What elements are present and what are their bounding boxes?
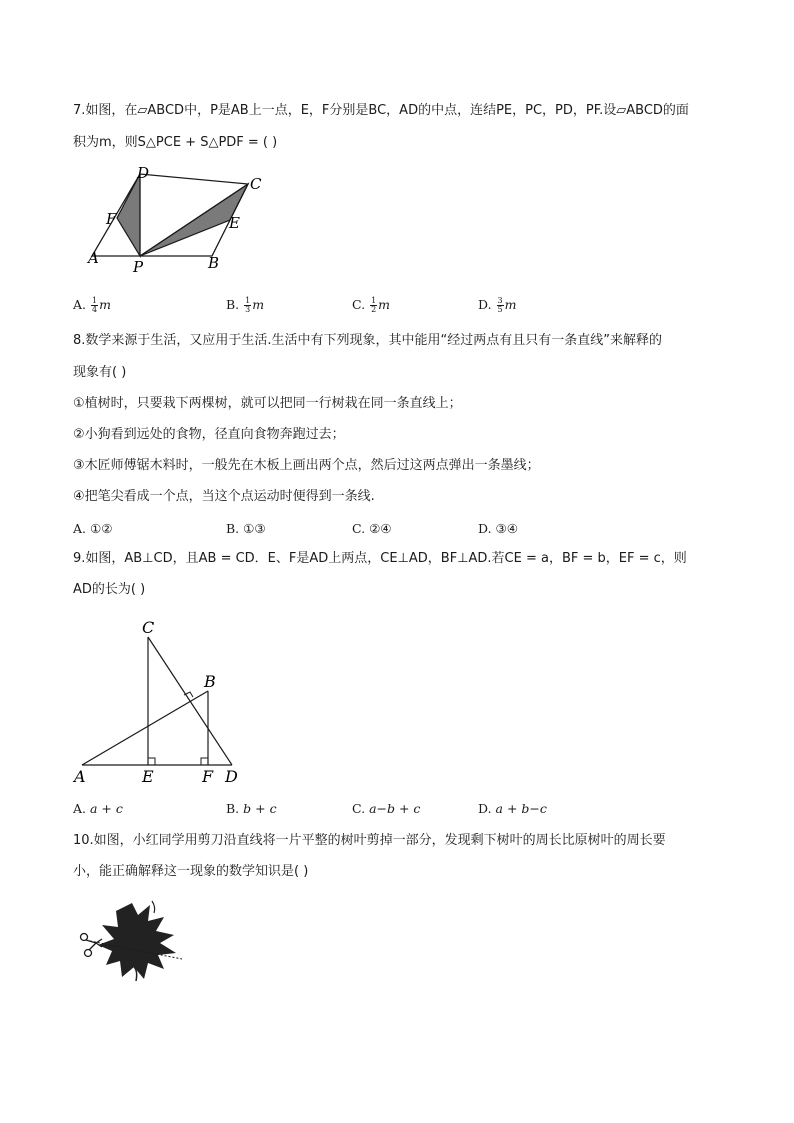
q8-option-c[interactable]: C. ②④ — [352, 521, 392, 536]
q9-stem-line1: 9.如图，AB⊥CD，且AB = CD．E、F是AD上两点，CE⊥AD，BF⊥AD.若CE = a，BF = b，EF = c，则 — [73, 551, 687, 566]
label-b: B — [208, 254, 220, 272]
q7-parallelogram-figure — [82, 160, 272, 280]
q9-option-d[interactable]: D. a + b−c — [478, 801, 547, 816]
q9-stem-line2: AD的长为( ) — [73, 582, 146, 597]
label-p: P — [133, 258, 144, 276]
label-c: C — [250, 175, 262, 193]
q8-stem-line2: 现象有( ) — [73, 365, 127, 380]
label-d: D — [225, 767, 238, 786]
label-f: F — [202, 767, 214, 786]
q7-option-b[interactable]: B. $\frac{1}{3}$ m — [226, 296, 265, 314]
label-e: E — [142, 767, 154, 786]
label-c: C — [142, 618, 155, 637]
label-a: A — [74, 767, 86, 786]
q9-triangle-figure — [70, 615, 260, 790]
q7-option-c[interactable]: C. $\frac{1}{2}$ m — [352, 296, 391, 314]
label-a: A — [88, 249, 99, 267]
q7-stem-line2: 积为m，则S△PCE + S△PDF = ( ) — [73, 135, 278, 150]
triangle-pdf — [117, 174, 140, 256]
label-d: D — [137, 164, 150, 182]
q9-option-c[interactable]: C. a−b + c — [352, 801, 421, 816]
q10-stem-line2: 小，能正确解释这一现象的数学知识是( ) — [73, 864, 309, 879]
leaf-icon — [98, 901, 176, 981]
q8-option-b[interactable]: B. ①③ — [226, 521, 266, 536]
q8-item-4: ④把笔尖看成一个点，当这个点运动时便得到一条线. — [73, 489, 375, 504]
scissors-icon — [81, 934, 103, 957]
q7-option-d[interactable]: D. $\frac{3}{5}$ m — [478, 296, 517, 314]
label-f: F — [106, 210, 117, 228]
q7-stem-line1: 7.如图，在▱ABCD中，P是AB上一点，E，F分别是BC，AD的中点，连结PE，PC，PD，PF.设▱ABCD的面 — [73, 103, 689, 118]
label-e: E — [229, 214, 240, 232]
q9-option-a[interactable]: A. a + c — [73, 801, 123, 816]
q9-option-b[interactable]: B. b + c — [226, 801, 277, 816]
q8-item-2: ②小狗看到远处的食物，径直向食物奔跑过去； — [73, 427, 345, 442]
q8-stem-line1: 8.数学来源于生活，又应用于生活.生活中有下列现象，其中能用“经过两点有且只有一条直线”来解释的 — [73, 333, 663, 348]
label-b: B — [204, 672, 216, 691]
q8-item-3: ③木匠师傅锯木料时，一般先在木板上画出两个点，然后过这两点弹出一条墨线； — [73, 458, 540, 473]
q10-stem-line1: 10.如图，小红同学用剪刀沿直线将一片平整的树叶剪掉一部分，发现剩下树叶的周长比原树叶的周长要 — [73, 833, 666, 848]
q8-option-a[interactable]: A. ①② — [73, 521, 113, 536]
q8-item-1: ①植树时，只要栽下两棵树，就可以把同一行树栽在同一条直线上； — [73, 396, 462, 411]
q8-option-d[interactable]: D. ③④ — [478, 521, 518, 536]
q10-leaf-figure — [72, 895, 192, 985]
q7-option-a[interactable]: A. $\frac{1}{4}$ m — [73, 296, 111, 314]
